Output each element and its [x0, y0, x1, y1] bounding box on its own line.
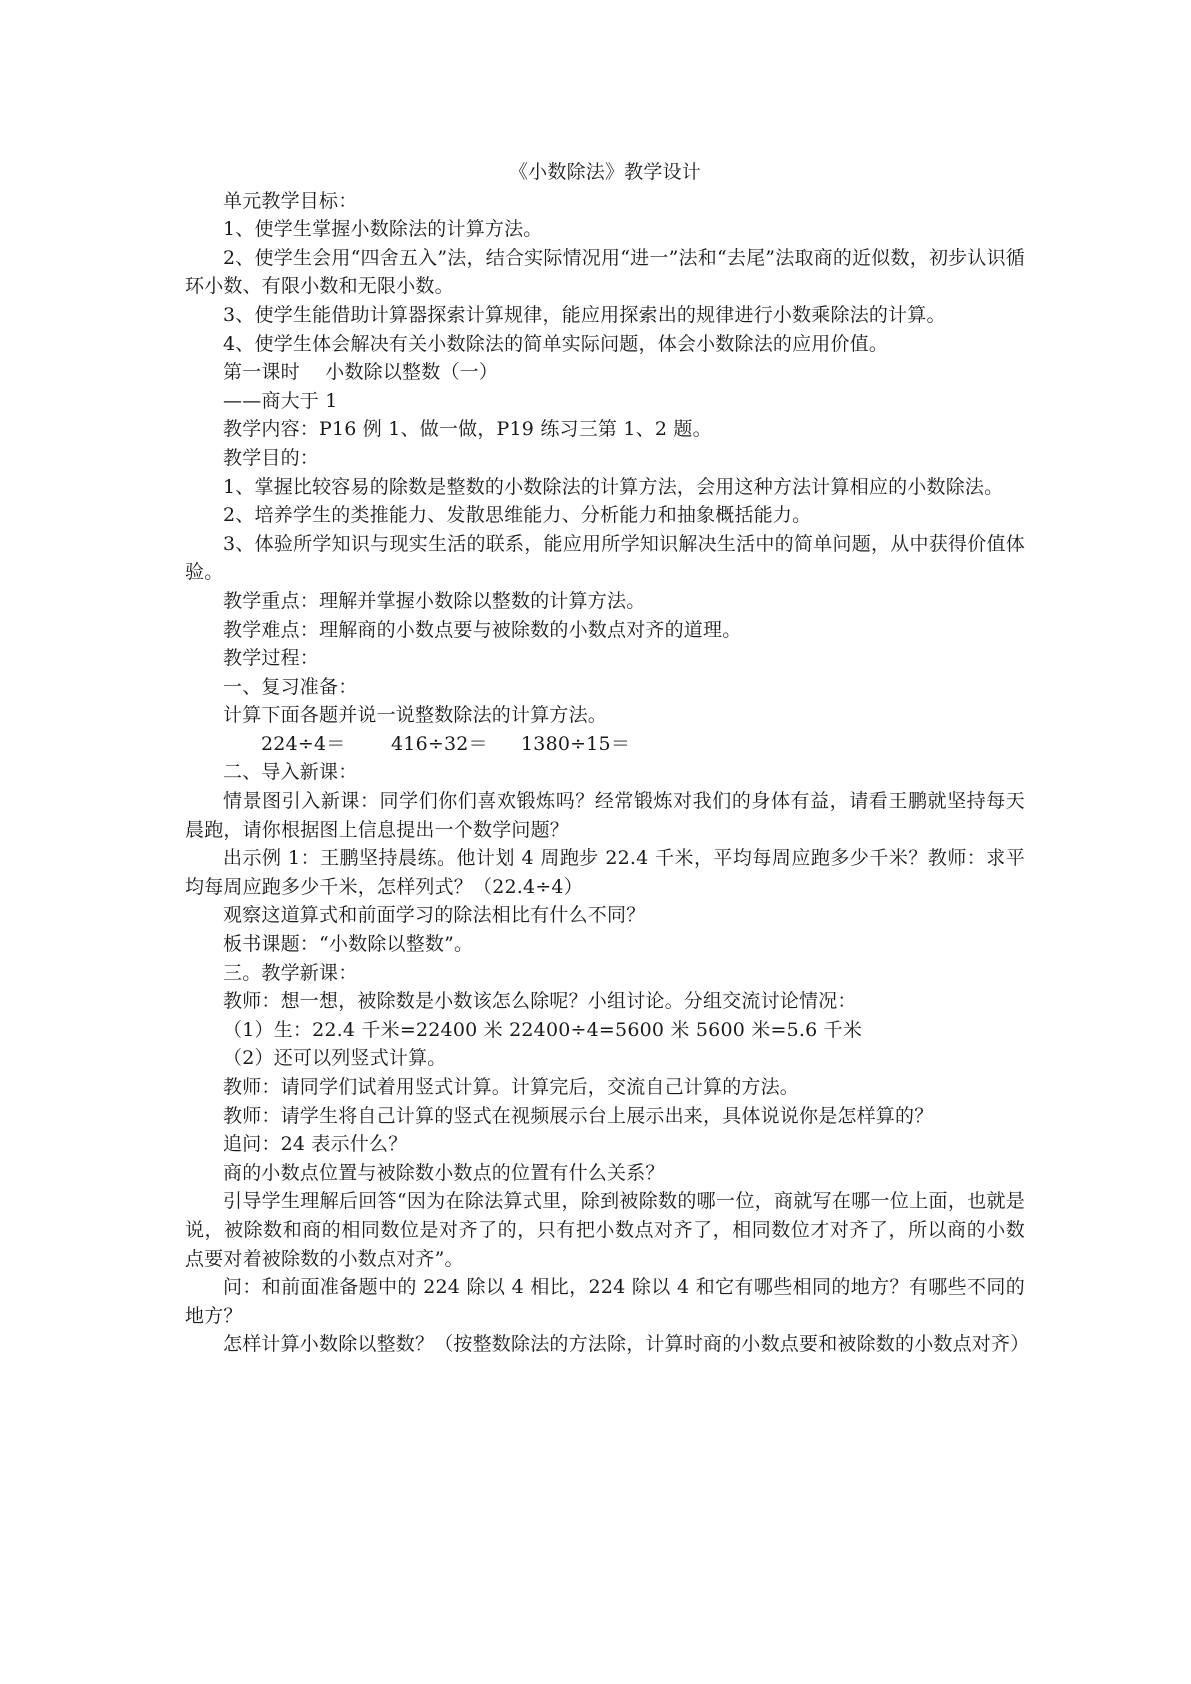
paragraph: 引导学生理解后回答“因为在除法算式里，除到被除数的哪一位，商就写在哪一位上面，也就是说，被除数和商的相同数位是对齐了的，只有把小数点对齐了，相同数位才对齐了，所以商的小数点要对着被除数的小数点对齐”。 — [185, 1190, 1025, 1270]
paragraph: （1）生：22.4 千米=22400 米 22400÷4=5600 米 5600 米=5.6 千米 — [223, 1018, 863, 1041]
paragraph: 三。教学新课： — [223, 961, 358, 984]
paragraph: 单元教学目标： — [223, 189, 358, 212]
paragraph: （2）还可以列竖式计算。 — [223, 1047, 447, 1070]
review-problems — [185, 730, 1025, 759]
paragraph: 4、使学生体会解决有关小数除法的简单实际问题，体会小数除法的应用价值。 — [223, 332, 889, 355]
review-problem: 1380÷15＝ — [521, 732, 631, 755]
paragraph: 观察这道算式和前面学习的除法相比有什么不同？ — [223, 904, 646, 927]
paragraph: 1、掌握比较容易的除数是整数的小数除法的计算方法，会用这种方法计算相应的小数除法。 — [223, 475, 1004, 498]
review-problem: 416÷32＝ — [391, 732, 488, 755]
paragraph: 商的小数点位置与被除数小数点的位置有什么关系？ — [223, 1161, 665, 1184]
lesson-subheading: ——商大于 1 — [223, 389, 338, 412]
paragraph: 教学目的： — [223, 446, 320, 469]
paragraph: 板书课题：“小数除以整数”。 — [223, 933, 474, 956]
lesson-heading: 第一课时 小数除以整数（一） — [223, 361, 499, 384]
paragraph: 教师：请同学们试着用竖式计算。计算完后，交流自己计算的方法。 — [223, 1076, 800, 1098]
paragraph: 1、使学生掌握小数除法的计算方法。 — [223, 218, 543, 241]
paragraph: 情景图引入新课：同学们你们喜欢锻炼吗？经常锻炼对我们的身体有益，请看王鹏就坚持每天晨跑，请你根据图上信息提出一个数学问题？ — [185, 790, 1025, 841]
paragraph: 教师：请学生将自己计算的竖式在视频展示台上展示出来，具体说说你是怎样算的？ — [223, 1104, 934, 1127]
paragraph: 3、体验所学知识与现实生活的联系，能应用所学知识解决生活中的简单问题，从中获得价值体验。 — [185, 532, 1025, 584]
paragraph: 2、使学生会用“四舍五入”法，结合实际情况用“进一”法和“去尾”法取商的近似数，初步认识循环小数、有限小数和无限小数。 — [185, 246, 1025, 298]
paragraph: 一、复习准备： — [223, 675, 358, 698]
review-problem: 224÷4＝ — [261, 732, 346, 755]
paragraph: 教学重点：理解并掌握小数除以整数的计算方法。 — [223, 589, 646, 612]
paragraph: 2、培养学生的类推能力、发散思维能力、分析能力和抽象概括能力。 — [223, 504, 812, 527]
paragraph: 出示例 1：王鹏坚持晨练。他计划 4 周跑步 22.4 千米，平均每周应跑多少千米？教师：求平均每周应跑多少千米，怎样列式？（22.4÷4） — [185, 847, 1025, 898]
paragraph: 计算下面各题并说一说整数除法的计算方法。 — [223, 704, 608, 727]
paragraph: 3、使学生能借助计算器探索计算规律，能应用探索出的规律进行小数乘除法的计算。 — [223, 303, 946, 326]
document-page — [185, 158, 1030, 1359]
paragraph: 二、导入新课： — [223, 761, 358, 784]
paragraph: 教学过程： — [223, 647, 320, 670]
paragraph: 怎样计算小数除以整数？（按整数除法的方法除，计算时商的小数点要和被除数的小数点对齐） — [223, 1333, 1030, 1356]
paragraph: 教学难点：理解商的小数点要与被除数的小数点对齐的道理。 — [223, 618, 742, 641]
paragraph: 教学内容：P16 例 1、做一做，P19 练习三第 1、2 题。 — [223, 418, 712, 441]
paragraph: 问：和前面准备题中的 224 除以 4 相比，224 除以 4 和它有哪些相同的地方？有哪些不同的地方？ — [185, 1276, 1025, 1327]
paragraph: 追问：24 表示什么？ — [223, 1133, 408, 1156]
document-title: 《小数除法》教学设计 — [508, 161, 701, 183]
paragraph: 教师：想一想，被除数是小数该怎么除呢？小组讨论。分组交流讨论情况： — [223, 990, 857, 1013]
